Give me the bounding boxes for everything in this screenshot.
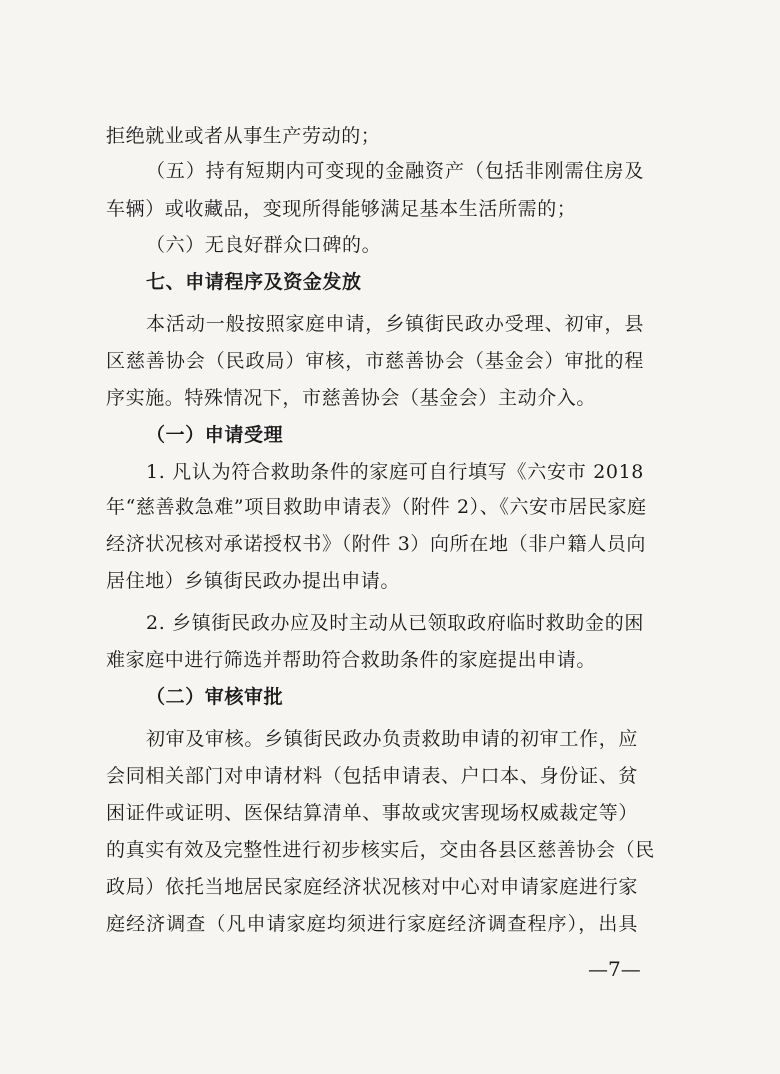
text-line: 的真实有效及完整性进行初步核实后，交由各县区慈善协会（民 (106, 839, 655, 861)
text-line: 区慈善协会（民政局）审核，市慈善协会（基金会）审批的程 (106, 350, 644, 372)
text-line: （五）持有短期内可变现的金融资产（包括非刚需住房及 (146, 160, 644, 182)
text-line: 本活动一般按照家庭申请，乡镇街民政办受理、初审，县 (146, 313, 644, 335)
text-line: 车辆）或收藏品，变现所得能够满足基本生活所需的； (106, 198, 577, 220)
text-line: 1. 凡认为符合救助条件的家庭可自行填写《六安市 2018 (146, 461, 644, 483)
text-line: 庭经济调查（凡申请家庭均须进行家庭经济调查程序），出具 (106, 913, 638, 935)
text-line: 政局）依托当地居民家庭经济状况核对中心对申请家庭进行家 (106, 876, 638, 898)
subsection-heading: （一）申请受理 (146, 424, 284, 446)
text-line: 年“慈善救急难”项目救助申请表》（附件 2）、《六安市居民家庭 (106, 496, 647, 518)
text-line: 拒绝就业或者从事生产劳动的； (106, 125, 381, 147)
text-line: （六）无良好群众口碑的。 (146, 234, 382, 256)
text-line: 居住地）乡镇街民政办提出申请。 (106, 570, 401, 592)
text-line: 2. 乡镇街民政办应及时主动从已领取政府临时救助金的困 (146, 612, 644, 634)
section-heading: 七、申请程序及资金发放 (146, 271, 362, 293)
text-line: 会同相关部门对申请材料（包括申请表、户口本、身份证、贫 (106, 765, 638, 787)
subsection-heading: （二）审核审批 (146, 686, 284, 708)
text-line: 初审及审核。乡镇街民政办负责救助申请的初审工作，应 (146, 728, 638, 750)
page-number: —7— (588, 957, 641, 981)
text-line: 经济状况核对承诺授权书》（附件 3）向所在地（非户籍人员向 (106, 533, 646, 555)
text-line: 序实施。特殊情况下，市慈善协会（基金会）主动介入。 (106, 387, 597, 409)
text-line: 困证件或证明、医保结算清单、事故或灾害现场权威裁定等） (106, 802, 638, 824)
text-line: 难家庭中进行筛选并帮助符合救助条件的家庭提出申请。 (106, 649, 597, 671)
